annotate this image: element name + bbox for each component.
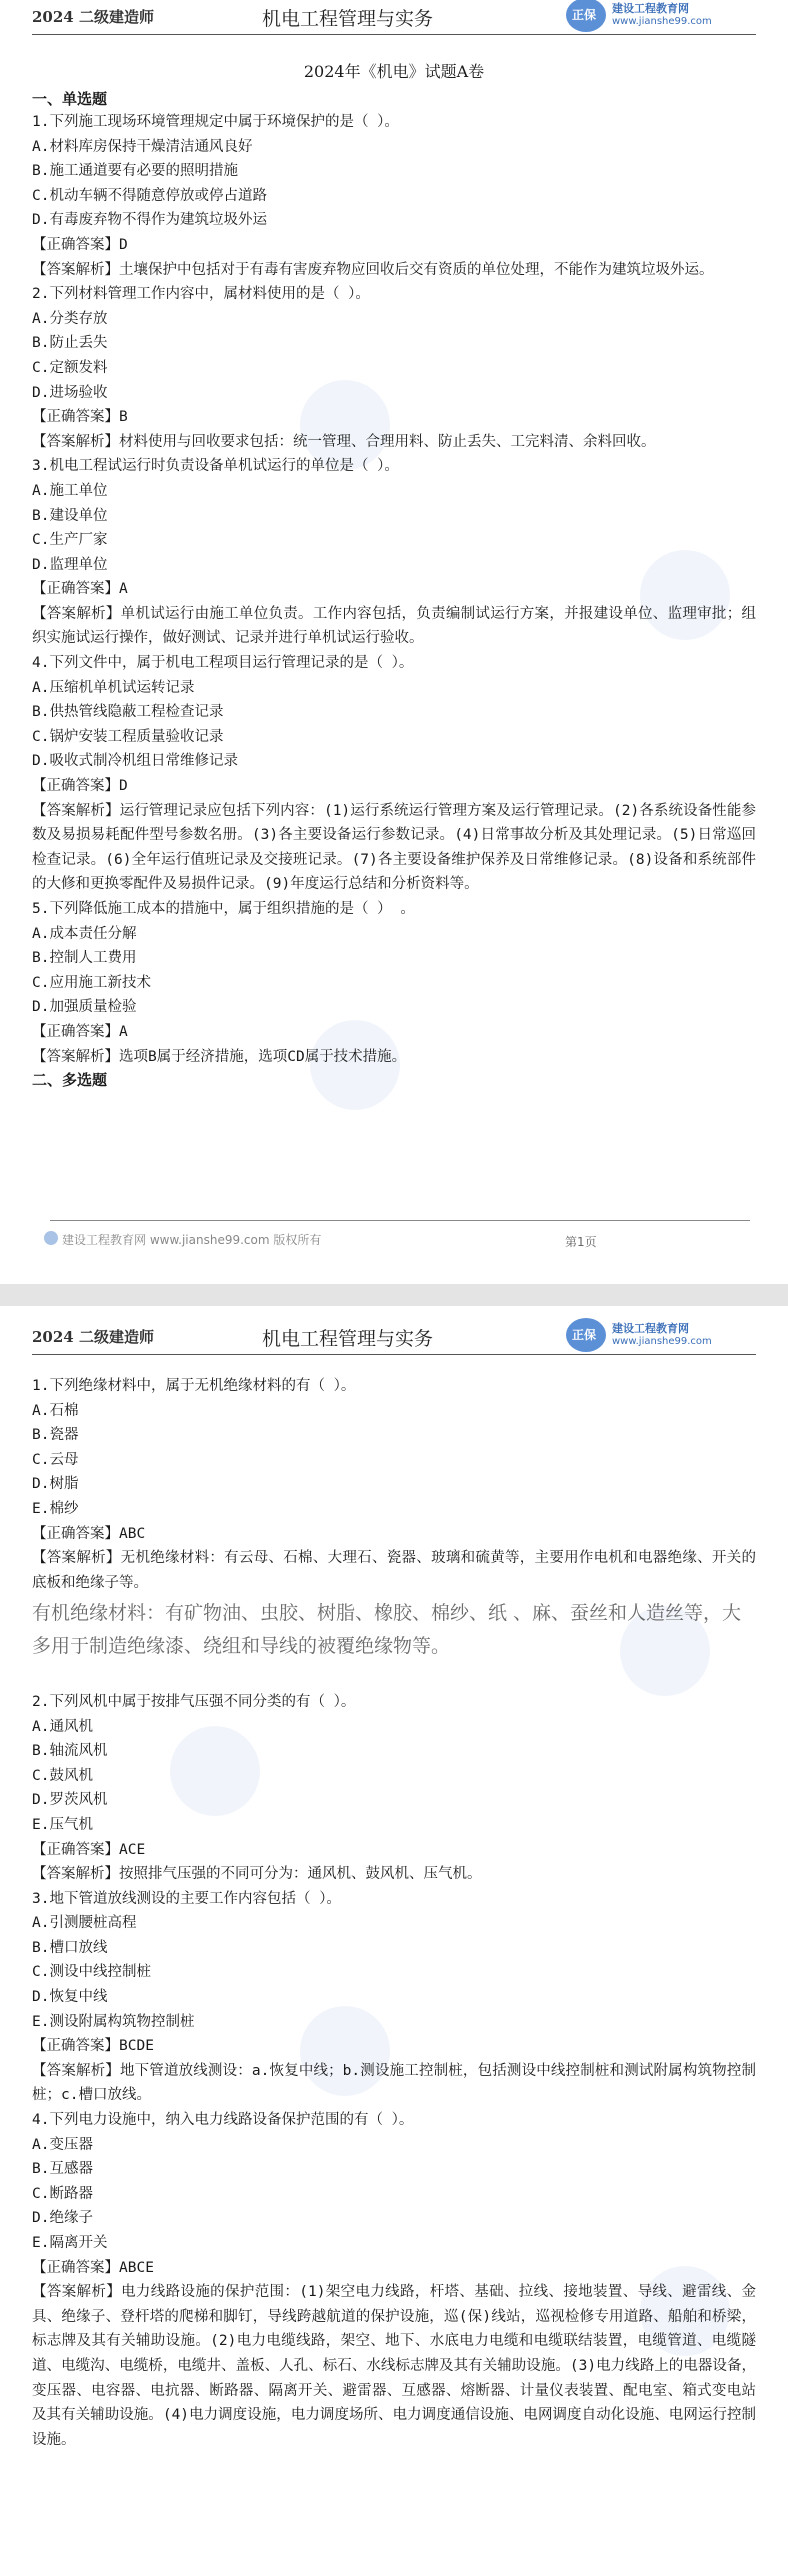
page-footer (50, 1220, 750, 1261)
brand-logo (556, 1316, 756, 1356)
analysis-line: 【答案解析】按照排气压强的不同可分为：通风机、鼓风机、压气机。 (32, 1866, 482, 1883)
option-line: A.施工单位 (32, 482, 108, 499)
brand-name: 建设工程教育网 (612, 1322, 689, 1335)
brand-url: www.jianshe99.com (612, 1336, 712, 1347)
answer-line: 【正确答案】A (32, 581, 128, 598)
option-line: A.变压器 (32, 2136, 93, 2153)
option-line: B.互感器 (32, 2161, 93, 2178)
option-line: B.瓷器 (32, 1427, 79, 1444)
page-number: 第1页 (565, 1235, 597, 1249)
answer-line: 【正确答案】ACE (32, 1841, 146, 1858)
page-content (32, 1374, 756, 2452)
document-title: 2024年《机电》试题A卷 (303, 62, 485, 81)
analysis-paragraph: 【答案解析】单机试运行由施工单位负责。工作内容包括，负责编制试运行方案，并报建设单位、监理审批；组织实施试运行操作，做好测试、记录并进行单机试运行验收。 (32, 605, 756, 647)
page-header (32, 1320, 756, 1355)
analysis-paragraph: 【答案解析】电力线路设施的保护范围：(1)架空电力线路，杆塔、基础、拉线、接地装置、导线、避雷线、金具、绝缘子、登杆塔的爬梯和脚钉，导线跨越航道的保护设施，巡(保)线站，巡视检修专用道路、船舶和桥梁，标志牌及其有关辅助设施。(2)电力电缆线路，架空、地下、水底电力电缆和电缆联结装置，电缆管道、电缆隧道、电缆沟、电缆桥，电缆井、盖板、人孔、标石、水线标志牌及其有关辅助设施。(3)电力线路上的电器设备，变压器、电容器、电抗器、断路器、隔离开关、避雷器、互感器、熔断器、计量仪表装置、配电室、箱式变电站及其有关辅助设施。(4)电力调度设施，电力调度场所、电力调度通信设施、电网调度自动化设施、电网运行控制设施。 (32, 2284, 756, 2448)
option-line: C.断路器 (32, 2185, 93, 2202)
option-line: A.石棉 (32, 1402, 79, 1419)
option-line: D.罗茨风机 (32, 1792, 108, 1809)
question-line: 2.下列材料管理工作内容中，属材料使用的是（ ）。 (32, 286, 370, 303)
option-line: B.建设单位 (32, 507, 108, 524)
brand-logo-icon: 正保 (566, 0, 606, 32)
option-line: D.有毒废弃物不得作为建筑垃圾外运 (32, 212, 267, 229)
footer-logo-icon (44, 1231, 58, 1245)
option-line: D.进场验收 (32, 384, 108, 401)
question-line: 1.下列绝缘材料中，属于无机绝缘材料的有（ ）。 (32, 1378, 356, 1394)
option-line: D.绝缘子 (32, 2210, 93, 2227)
question-line: 2.下列风机中属于按排气压强不同分类的有（ ）。 (32, 1693, 356, 1710)
option-line: B.施工通道要有必要的照明措施 (32, 163, 238, 180)
answer-line: 【正确答案】B (32, 409, 128, 426)
page-separator (0, 1284, 788, 1306)
analysis-paragraph: 【答案解析】材料使用与回收要求包括：统一管理、合理用料、防止丢失、工完料清、余料回收。 (32, 433, 656, 450)
option-line: B.轴流风机 (32, 1743, 108, 1760)
answer-line: 【正确答案】D (32, 236, 128, 253)
option-line: B.供热管线隐蔽工程检查记录 (32, 704, 224, 721)
option-line: A.材料库房保持干燥清洁通风良好 (32, 138, 253, 155)
question-line: 1.下列施工现场环境管理规定中属于环境保护的是（ ）。 (32, 114, 399, 130)
section-heading: 二、多选题 (32, 1071, 108, 1090)
option-line: C.测设中线控制桩 (32, 1964, 151, 1981)
option-line: E.压气机 (32, 1816, 93, 1833)
option-line: A.引测腰桩高程 (32, 1915, 137, 1932)
brand-logo (556, 0, 756, 36)
option-line: B.防止丢失 (32, 335, 108, 352)
option-line: D.恢复中线 (32, 1989, 108, 2006)
analysis-paragraph: 【答案解析】土壤保护中包括对于有毒有害废弃物应回收后交有资质的单位处理，不能作为建筑垃圾外运。 (32, 261, 714, 278)
option-line: E.测设附属构筑物控制桩 (32, 2013, 195, 2030)
subject-title: 机电工程管理与实务 (262, 1328, 434, 1350)
question-line: 4.下列文件中，属于机电工程项目运行管理记录的是（ ）。 (32, 655, 414, 672)
option-line: E.棉纱 (32, 1500, 79, 1517)
answer-line: 【正确答案】ABC (32, 1525, 146, 1542)
page-content (32, 58, 756, 1091)
option-line: C.定额发料 (32, 359, 108, 376)
page-header (32, 0, 756, 35)
option-line: A.压缩机单机试运转记录 (32, 679, 195, 696)
supplement-paragraph: 有机绝缘材料：有矿物油、虫胶、树脂、橡胶、棉纱、纸 、麻、蚕丝和人造丝等，大多用于制造绝缘漆、绕组和导线的被覆绝缘物等。 (32, 1602, 742, 1658)
exam-label: 2024 二级建造师 (32, 1328, 154, 1346)
option-line: C.云母 (32, 1451, 79, 1468)
option-line: A.成本责任分解 (32, 925, 137, 942)
option-line: C.生产厂家 (32, 532, 108, 549)
answer-line: 【正确答案】A (32, 1023, 128, 1040)
subject-title: 机电工程管理与实务 (262, 8, 434, 30)
brand-url: www.jianshe99.com (612, 16, 712, 27)
option-line: D.监理单位 (32, 556, 108, 573)
option-line: B.控制人工费用 (32, 950, 137, 967)
analysis-paragraph: 【答案解析】无机绝缘材料：有云母、石棉、大理石、瓷器、玻璃和硫黄等，主要用作电机和电器绝缘、开关的底板和绝缘子等。 (32, 1550, 756, 1591)
option-line: C.机动车辆不得随意停放或停占道路 (32, 187, 267, 204)
option-line: C.应用施工新技术 (32, 974, 151, 991)
blank-line (32, 1665, 756, 1690)
option-line: D.吸收式制冷机组日常维修记录 (32, 753, 238, 770)
answer-line: 【正确答案】D (32, 778, 128, 795)
option-line: A.分类存放 (32, 310, 108, 327)
option-line: D.加强质量检验 (32, 999, 137, 1016)
question-line: 3.机电工程试运行时负责设备单机试运行的单位是（ ）。 (32, 458, 399, 475)
answer-line: 【正确答案】BCDE (32, 2038, 154, 2055)
option-line: C.鼓风机 (32, 1767, 93, 1784)
option-line: A.通风机 (32, 1718, 93, 1735)
document-page-2 (0, 1306, 788, 2564)
question-line: 3.地下管道放线测设的主要工作内容包括（ ）。 (32, 1890, 341, 1907)
brand-logo-icon: 正保 (566, 1318, 606, 1352)
option-line: B.槽口放线 (32, 1939, 108, 1956)
footer-copyright: 建设工程教育网 www.jianshe99.com 版权所有 (62, 1233, 322, 1247)
answer-line: 【正确答案】ABCE (32, 2259, 154, 2276)
option-line: D.树脂 (32, 1476, 79, 1493)
question-line: 5.下列降低施工成本的措施中，属于组织措施的是（ ） 。 (32, 901, 415, 917)
option-line: E.隔离开关 (32, 2235, 108, 2251)
analysis-paragraph: 【答案解析】地下管道放线测设：a.恢复中线；b.测设施工控制桩，包括测设中线控制桩和测试附属构筑物控制桩；c.槽口放线。 (32, 2062, 756, 2104)
section-heading: 一、单选题 (32, 90, 108, 108)
exam-label: 2024 二级建造师 (32, 8, 154, 26)
analysis-paragraph: 【答案解析】运行管理记录应包括下列内容：(1)运行系统运行管理方案及运行管理记录。(2)各系统设备性能参数及易损易耗配件型号参数名册。(3)各主要设备运行参数记录。(4)日常事故分析及其处理记录。(5)日常巡回检查记录。(6)全年运行值班记录及交接班记录。(7)各主要设备维护保养及日常维修记录。(8)设备和系统部件的大修和更换零配件及易损件记录。(9)年度运行总结和分析资料等。 (32, 802, 756, 893)
option-line: C.锅炉安装工程质量验收记录 (32, 728, 224, 745)
question-line: 4.下列电力设施中，纳入电力线路设备保护范围的有（ ）。 (32, 2112, 414, 2129)
brand-name: 建设工程教育网 (612, 2, 689, 15)
analysis-paragraph: 【答案解析】选项B属于经济措施，选项CD属于技术措施。 (32, 1048, 407, 1065)
